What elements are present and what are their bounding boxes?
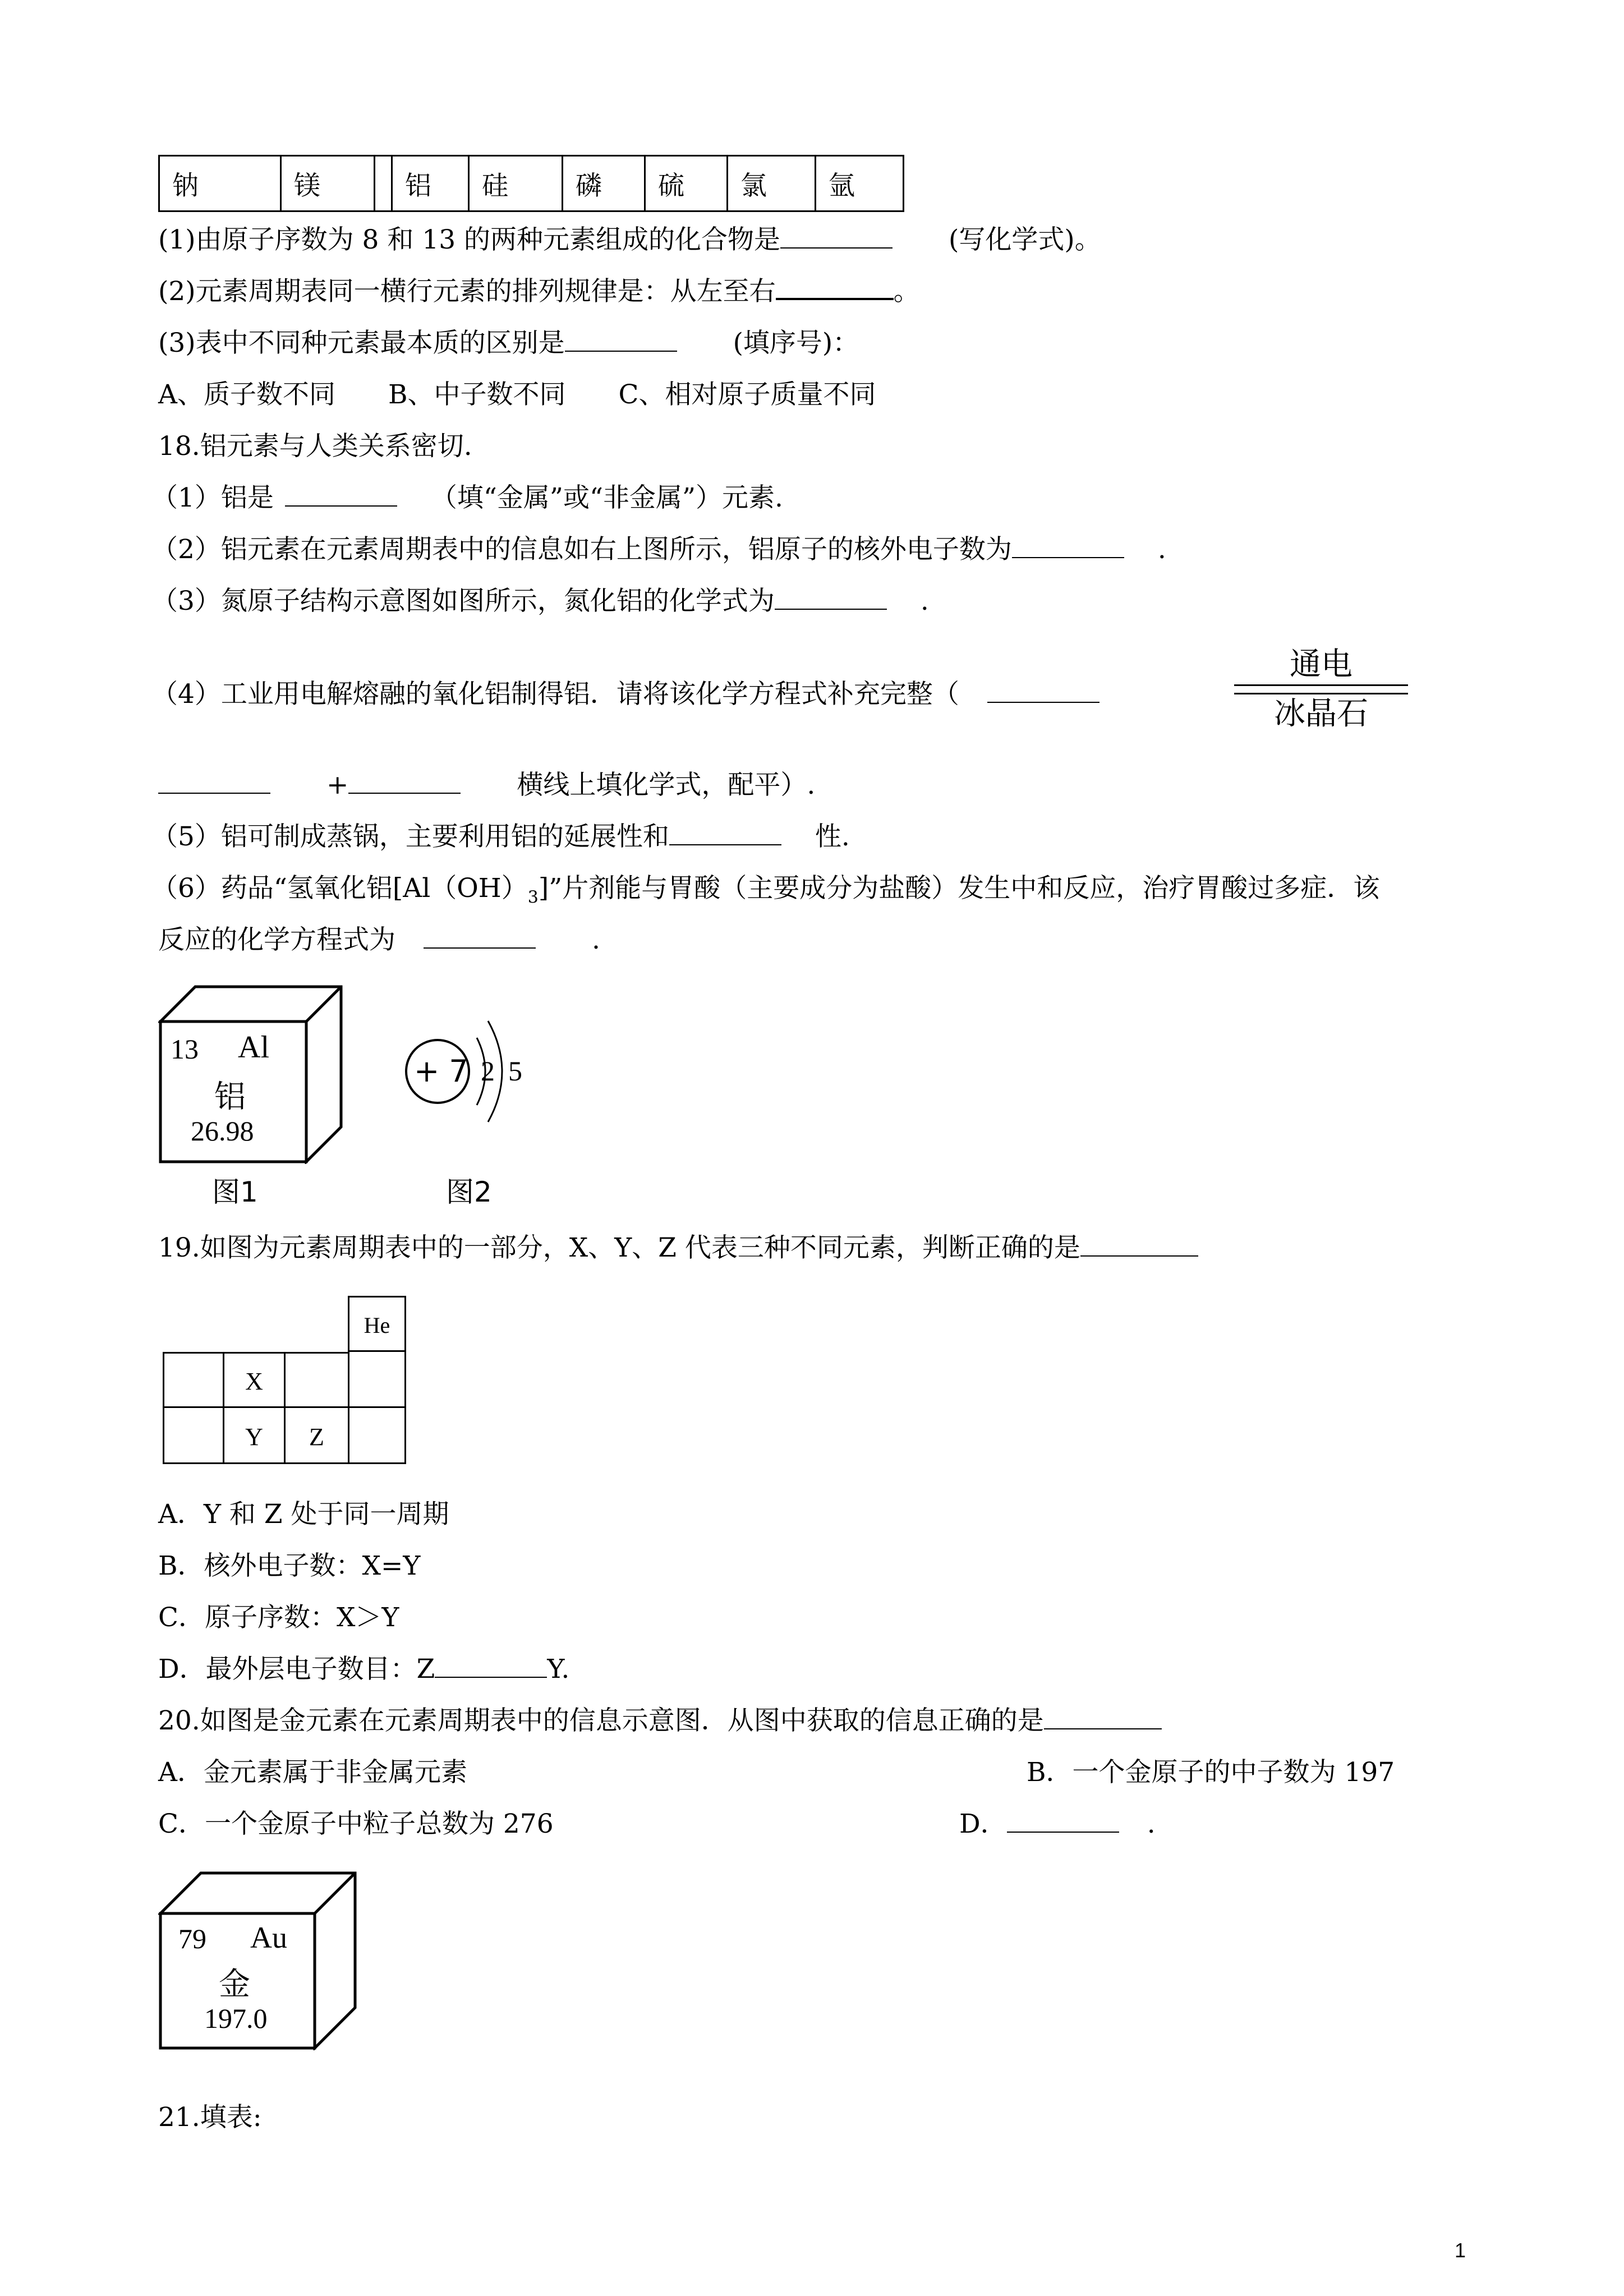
figure-2-atom-structure [404,993,533,1150]
row-3-cell-1 [163,1406,224,1464]
y-cell: Y [223,1406,286,1464]
q19-option-c[interactable]: C．原子序数：X＞Y [158,1602,399,1633]
z-cell: Z [284,1406,349,1464]
q18-part4-cont: + 横线上填化学式，配平）. [158,769,815,802]
q17-part2: (2)元素周期表同一横行元素的排列规律是：从左至右 。 [158,276,920,307]
row-3-cell-4 [348,1406,406,1464]
figure-1-caption: 图1 [212,1176,258,1208]
nucleus-charge: + 7 [414,1053,468,1089]
condition-bottom: 冰晶石 [1274,696,1368,732]
q19-option-a[interactable]: A．Y 和 Z 处于同一周期 [158,1499,449,1530]
q19-option-d[interactable]: D．最外层电子数目：Z Y. [158,1654,570,1685]
atomic-mass: 197.0 [204,2003,268,2034]
element-cell: 硫 [645,156,728,211]
answer-blank[interactable] [285,483,397,507]
q19-title: 19.如图为元素周期表中的一部分，X、Y、Z 代表三种不同元素，判断正确的是 [158,1231,1198,1265]
q20-option-b[interactable]: B．一个金原子的中子数为 197 [1027,1757,1395,1788]
q20-title: 20.如图是金元素在元素周期表中的信息示意图．从图中获取的信息正确的是 [158,1704,1162,1738]
figure-1-aluminum-box [158,984,343,1164]
periodic-table-fragment [163,1296,410,1464]
x-cell: X [223,1352,286,1408]
answer-blank[interactable] [424,925,536,949]
q19-option-b[interactable]: B．核外电子数：X=Y [158,1550,421,1581]
q20-option-c[interactable]: C．一个金原子中粒子总数为 276 [158,1809,554,1839]
q18-part5: （5）铝可制成蒸锅，主要利用铝的延展性和 性. [151,821,850,852]
q18-part3: （3）氮原子结构示意图如图所示，氮化铝的化学式为 . [151,586,929,616]
answer-blank[interactable] [1080,1233,1198,1257]
figure-3-gold-box [158,1871,357,2050]
atomic-number: 13 [171,1033,199,1065]
element-cell: 磷 [563,156,645,211]
answer-blank[interactable] [1012,535,1124,558]
q18-part6-cont: 反应的化学方程式为 . [158,924,600,955]
q18-part4: （4）工业用电解熔融的氧化铝制得铝．请将该化学方程式补充完整（ [151,678,1099,711]
page-number: 1 [1454,2239,1466,2262]
answer-blank[interactable] [158,770,270,794]
q17-part1: (1)由原子序数为 8 和 13 的两种元素组成的化合物是 (写化学式)。 [158,224,1101,255]
element-cell: 氩 [816,156,904,211]
answer-blank[interactable] [987,679,1099,703]
element-symbol: Au [250,1921,287,1954]
answer-blank[interactable] [669,822,781,845]
element-cell: 镁 [281,156,375,211]
answer-blank[interactable] [435,1654,547,1678]
element-symbol: Al [238,1030,269,1065]
reaction-condition [1234,645,1408,735]
answer-blank[interactable] [775,586,887,610]
q18-part6: （6）药品“氢氧化铝$[Al(OH)_3]$”片剂能与胃酸（主要成分为盐酸）发生中和反应，治疗胃酸过多症．该 [151,873,1380,908]
atomic-mass: 26.98 [191,1115,254,1147]
answer-blank[interactable] [776,275,894,300]
answer-blank[interactable] [1044,1706,1162,1729]
q20-option-a[interactable]: A．金元素属于非金属元素 [158,1757,467,1788]
element-cell: 铝 [392,156,469,211]
atomic-number: 79 [178,1923,206,1954]
element-row-table [158,155,904,212]
element-cell: 氯 [728,156,816,211]
q17-options: A、质子数不同 B、中子数不同 C、相对原子质量不同 [158,379,876,410]
q18-title: 18.铝元素与人类关系密切. [158,431,472,462]
row-2-cell-1 [163,1352,224,1408]
element-name: 铝 [214,1079,246,1115]
element-cell [375,156,392,211]
shell-2-electrons: 5 [508,1055,522,1087]
condition-top: 通电 [1290,646,1352,683]
element-name: 金 [219,1966,250,2003]
q18-part2: （2）铝元素在元素周期表中的信息如右上图所示，铝原子的核外电子数为 . [151,534,1166,565]
row-2-cell-3 [284,1352,349,1408]
shell-1-electrons: 2 [481,1055,495,1087]
answer-blank[interactable] [565,328,677,352]
element-cell: 钠 [159,156,281,211]
answer-blank[interactable] [780,225,892,249]
answer-blank[interactable] [1007,1809,1119,1833]
equals-lines [1234,684,1408,694]
figure-2-caption: 图2 [446,1176,492,1208]
q17-part3: (3)表中不同种元素最本质的区别是 (填序号)： [158,328,859,358]
answer-blank[interactable] [348,770,461,794]
he-cell: He [348,1296,406,1352]
q21-title: 21.填表: [158,2102,262,2133]
row-2-cell-4 [348,1350,406,1408]
q20-option-d[interactable]: D． . [959,1809,1156,1839]
element-cell: 硅 [469,156,563,211]
q18-part1: （1）铝是 （填“金属”或“非金属”）元素. [151,482,783,513]
